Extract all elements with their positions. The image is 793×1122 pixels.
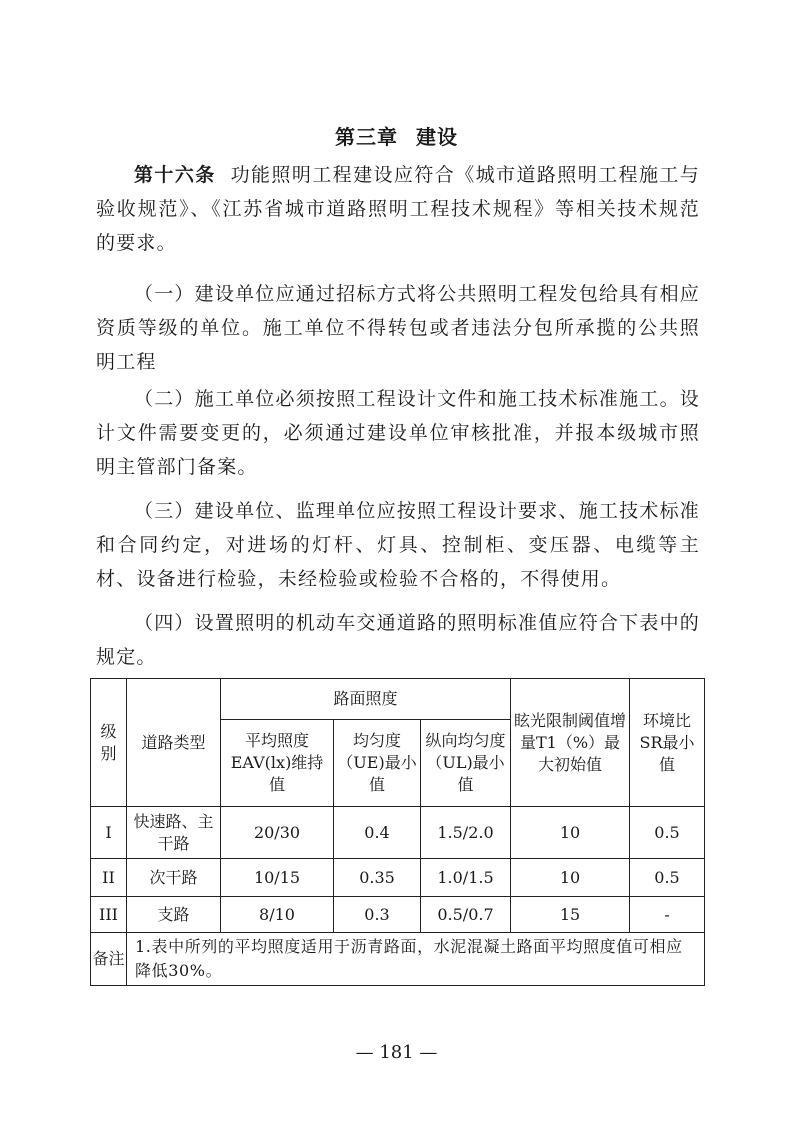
lighting-standard-table <box>90 678 705 986</box>
clause-3: （三）建设单位、监理单位应按照工程设计要求、施工技术标准和合同约定，对进场的灯杆、灯具、控制柜、变压器、电缆等主材、设备进行检验，未经检验或检验不合格的，不得使用。 <box>96 500 700 590</box>
cell-eav: 8/10 <box>221 897 334 933</box>
clause-4: （四）设置照明的机动车交通道路的照明标准值应符合下表中的规定。 <box>96 612 700 668</box>
cell-eav: 20/30 <box>221 807 334 859</box>
header-surface-illuminance: 路面照度 <box>221 679 511 720</box>
header-road-type: 道路类型 <box>127 679 221 807</box>
cell-ue: 0.4 <box>334 807 421 859</box>
chapter-heading <box>0 121 793 150</box>
chapter-number: 第三章 <box>335 125 398 149</box>
clause-1: （一）建设单位应通过招标方式将公共照明工程发包给具有相应资质等级的单位。施工单位不得转包或者违法分包所承揽的公共照明工程 <box>96 283 700 373</box>
cell-ue: 0.3 <box>334 897 421 933</box>
cell-level: I <box>91 807 127 859</box>
cell-ul: 0.5/0.7 <box>421 897 511 933</box>
note-label: 备注 <box>91 933 127 986</box>
header-surround-ratio: 环境比SR最小值 <box>630 679 705 807</box>
cell-sr: 0.5 <box>630 859 705 897</box>
cell-t1: 10 <box>511 807 630 859</box>
header-longitudinal-uniformity: 纵向均匀度（UL)最小值 <box>421 720 511 807</box>
table-row <box>91 897 705 933</box>
cell-level: III <box>91 897 127 933</box>
cell-sr: - <box>630 897 705 933</box>
header-glare-limit: 眩光限制阈值增量T1（%）最大初始值 <box>511 679 630 807</box>
cell-road-type: 快速路、主干路 <box>127 807 221 859</box>
note-text: 1.表中所列的平均照度适用于沥青路面，水泥混凝土路面平均照度值可相应降低30%。 <box>127 933 705 986</box>
clause-2: （二）施工单位必须按照工程设计文件和施工技术标准施工。设计文件需要变更的，必须通过建设单位审核批准，并报本级城市照明主管部门备案。 <box>96 388 700 478</box>
cell-t1: 10 <box>511 859 630 897</box>
cell-ul: 1.5/2.0 <box>421 807 511 859</box>
cell-ul: 1.0/1.5 <box>421 859 511 897</box>
table-row <box>91 807 705 859</box>
header-uniformity: 均匀度（UE)最小值 <box>334 720 421 807</box>
cell-road-type: 次干路 <box>127 859 221 897</box>
header-level: 级别 <box>91 679 127 807</box>
table-note-row <box>91 933 705 986</box>
article-label: 第十六条 <box>134 164 216 186</box>
cell-eav: 10/15 <box>221 859 334 897</box>
header-avg-illuminance: 平均照度EAV(lx)维持值 <box>221 720 334 807</box>
article-paragraph <box>96 158 700 260</box>
cell-road-type: 支路 <box>127 897 221 933</box>
cell-t1: 15 <box>511 897 630 933</box>
cell-level: II <box>91 859 127 897</box>
cell-sr: 0.5 <box>630 807 705 859</box>
cell-ue: 0.35 <box>334 859 421 897</box>
chapter-title: 建设 <box>416 125 458 149</box>
page-number: — 181 — <box>355 1042 438 1063</box>
table-row <box>91 859 705 897</box>
article-text: 功能照明工程建设应符合《城市道路照明工程施工与验收规范》、《江苏省城市道路照明工程技术规程》等相关技术规范的要求。 <box>96 164 700 254</box>
